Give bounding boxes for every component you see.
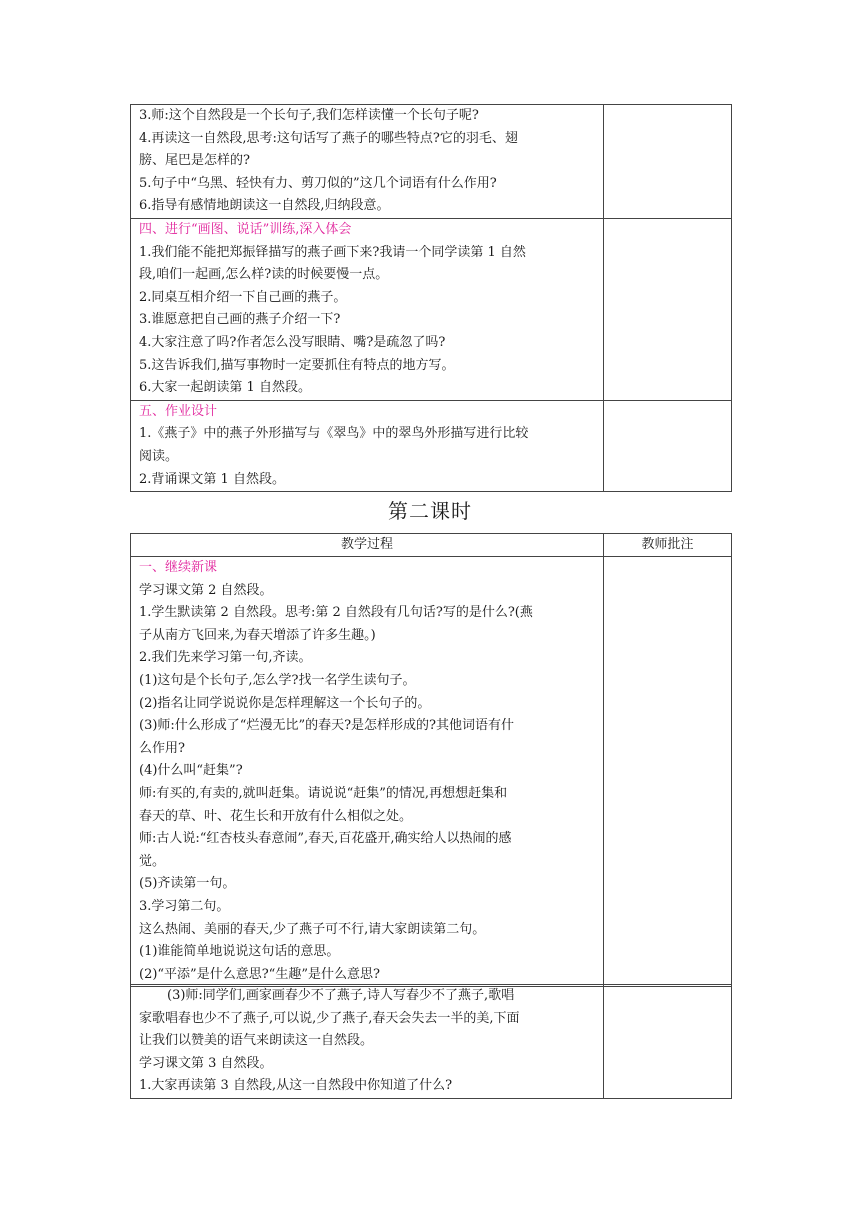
row2-lines <box>131 219 603 400</box>
text-line: 膀、尾巴是怎样的? <box>139 153 250 169</box>
table-row <box>131 218 732 400</box>
text-line: 学习课文第 3 自然段。 <box>139 1055 273 1071</box>
process-cell <box>131 105 604 219</box>
table-row <box>131 985 732 1099</box>
lesson2-lines <box>131 557 603 986</box>
text-line: 学习课文第 2 自然段。 <box>139 582 273 598</box>
section-heading: 五、作业设计 <box>139 403 218 419</box>
lesson2-table <box>130 533 732 987</box>
process-cell <box>131 557 604 987</box>
table-row <box>131 105 732 219</box>
lesson2-continuation-table <box>130 984 732 1099</box>
table-row <box>131 557 732 987</box>
table-row <box>131 400 732 491</box>
text-line: 阅读。 <box>139 448 179 464</box>
notes-cell <box>604 557 732 987</box>
row3-lines <box>131 401 603 491</box>
text-line: 1.《燕子》中的燕子外形描写与《翠鸟》中的翠鸟外形描写进行比较 <box>139 426 529 442</box>
text-line: 4.再读这一自然段,思考:这句话写了燕子的哪些特点?它的羽毛、翅 <box>139 130 518 146</box>
text-line: 4.大家注意了吗?作者怎么没写眼睛、嘴?是疏忽了吗? <box>139 334 446 350</box>
text-line: 么作用? <box>139 740 185 756</box>
text-line: (1)这句是个长句子,怎么学?找一名学生读句子。 <box>139 672 416 688</box>
text-line: 1.大家再读第 3 自然段,从这一自然段中你知道了什么? <box>139 1078 453 1094</box>
text-line: (5)齐读第一句。 <box>139 876 236 892</box>
notes-cell <box>604 985 732 1099</box>
section-heading: 四、进行“画图、说话”训练,深入体会 <box>139 221 352 237</box>
process-cell <box>131 985 604 1099</box>
text-line: 6.指导有感情地朗读这一自然段,归纳段意。 <box>139 198 390 214</box>
text-line: (4)什么叫“赶集”? <box>139 763 243 779</box>
lesson2-cont-lines <box>131 985 603 1098</box>
text-line: 师:古人说:“红杏枝头春意闹”,春天,百花盛开,确实给人以热闹的感 <box>139 831 512 847</box>
text-line: 2.背诵课文第 1 自然段。 <box>139 471 285 487</box>
text-line: 2.我们先来学习第一句,齐读。 <box>139 650 312 666</box>
text-line: 这么热闹、美丽的春天,少了燕子可不行,请大家朗读第二句。 <box>139 921 486 937</box>
text-line: 3.谁愿意把自己画的燕子介绍一下? <box>139 312 341 328</box>
text-line: 春天的草、叶、花生长和开放有什么相似之处。 <box>139 808 413 824</box>
process-cell <box>131 400 604 491</box>
row1-lines <box>131 105 603 218</box>
text-line: 5.这告诉我们,描写事物时一定要抓住有特点的地方写。 <box>139 357 455 373</box>
text-line: (2)“平添”是什么意思?“生趣”是什么意思? <box>139 966 380 982</box>
column-header-process: 教学过程 <box>131 534 604 557</box>
text-line: 5.句子中“乌黑、轻快有力、剪刀似的”这几个词语有什么作用? <box>139 175 497 191</box>
notes-cell <box>604 218 732 400</box>
text-line: 子从南方飞回来,为春天增添了许多生趣。) <box>139 627 376 643</box>
process-cell <box>131 218 604 400</box>
text-line: 觉。 <box>139 853 166 869</box>
text-line: 6.大家一起朗读第 1 自然段。 <box>139 380 311 396</box>
text-line: (3)师:什么形成了“烂漫无比”的春天?是怎样形成的?其他词语有什 <box>139 718 515 734</box>
text-line: 让我们以赞美的语气来朗读这一自然段。 <box>139 1033 374 1049</box>
notes-cell <box>604 400 732 491</box>
text-line: (2)指名让同学说说你是怎样理解这一个长句子的。 <box>139 695 431 711</box>
text-line: 2.同桌互相介绍一下自己画的燕子。 <box>139 289 347 305</box>
text-line: 3.学习第二句。 <box>139 898 230 914</box>
text-line: 家歌唱春也少不了燕子,可以说,少了燕子,春天会失去一半的美,下面 <box>139 1010 520 1026</box>
notes-cell <box>604 105 732 219</box>
section-heading: 一、继续新课 <box>139 560 218 575</box>
lesson-title: 第二课时 <box>388 499 472 523</box>
text-line: 段,咱们一起画,怎么样?读的时候要慢一点。 <box>139 267 389 283</box>
table-header-row <box>131 534 732 557</box>
text-line: 师:有买的,有卖的,就叫赶集。请说说“赶集”的情况,再想想赶集和 <box>139 785 508 801</box>
text-line: 3.师:这个自然段是一个长句子,我们怎样读懂一个长句子呢? <box>139 108 479 123</box>
text-line: (3)师:同学们,画家画春少不了燕子,诗人写春少不了燕子,歌唱 <box>167 988 515 1003</box>
text-line: 1.我们能不能把郑振铎描写的燕子画下来?我请一个同学读第 1 自然 <box>139 244 526 260</box>
column-header-notes: 教师批注 <box>604 534 732 557</box>
lesson1-continuation-table <box>130 104 732 492</box>
text-line: (1)谁能简单地说说这句话的意思。 <box>139 944 340 960</box>
text-line: 1.学生默读第 2 自然段。思考:第 2 自然段有几句话?写的是什么?(燕 <box>139 605 533 621</box>
